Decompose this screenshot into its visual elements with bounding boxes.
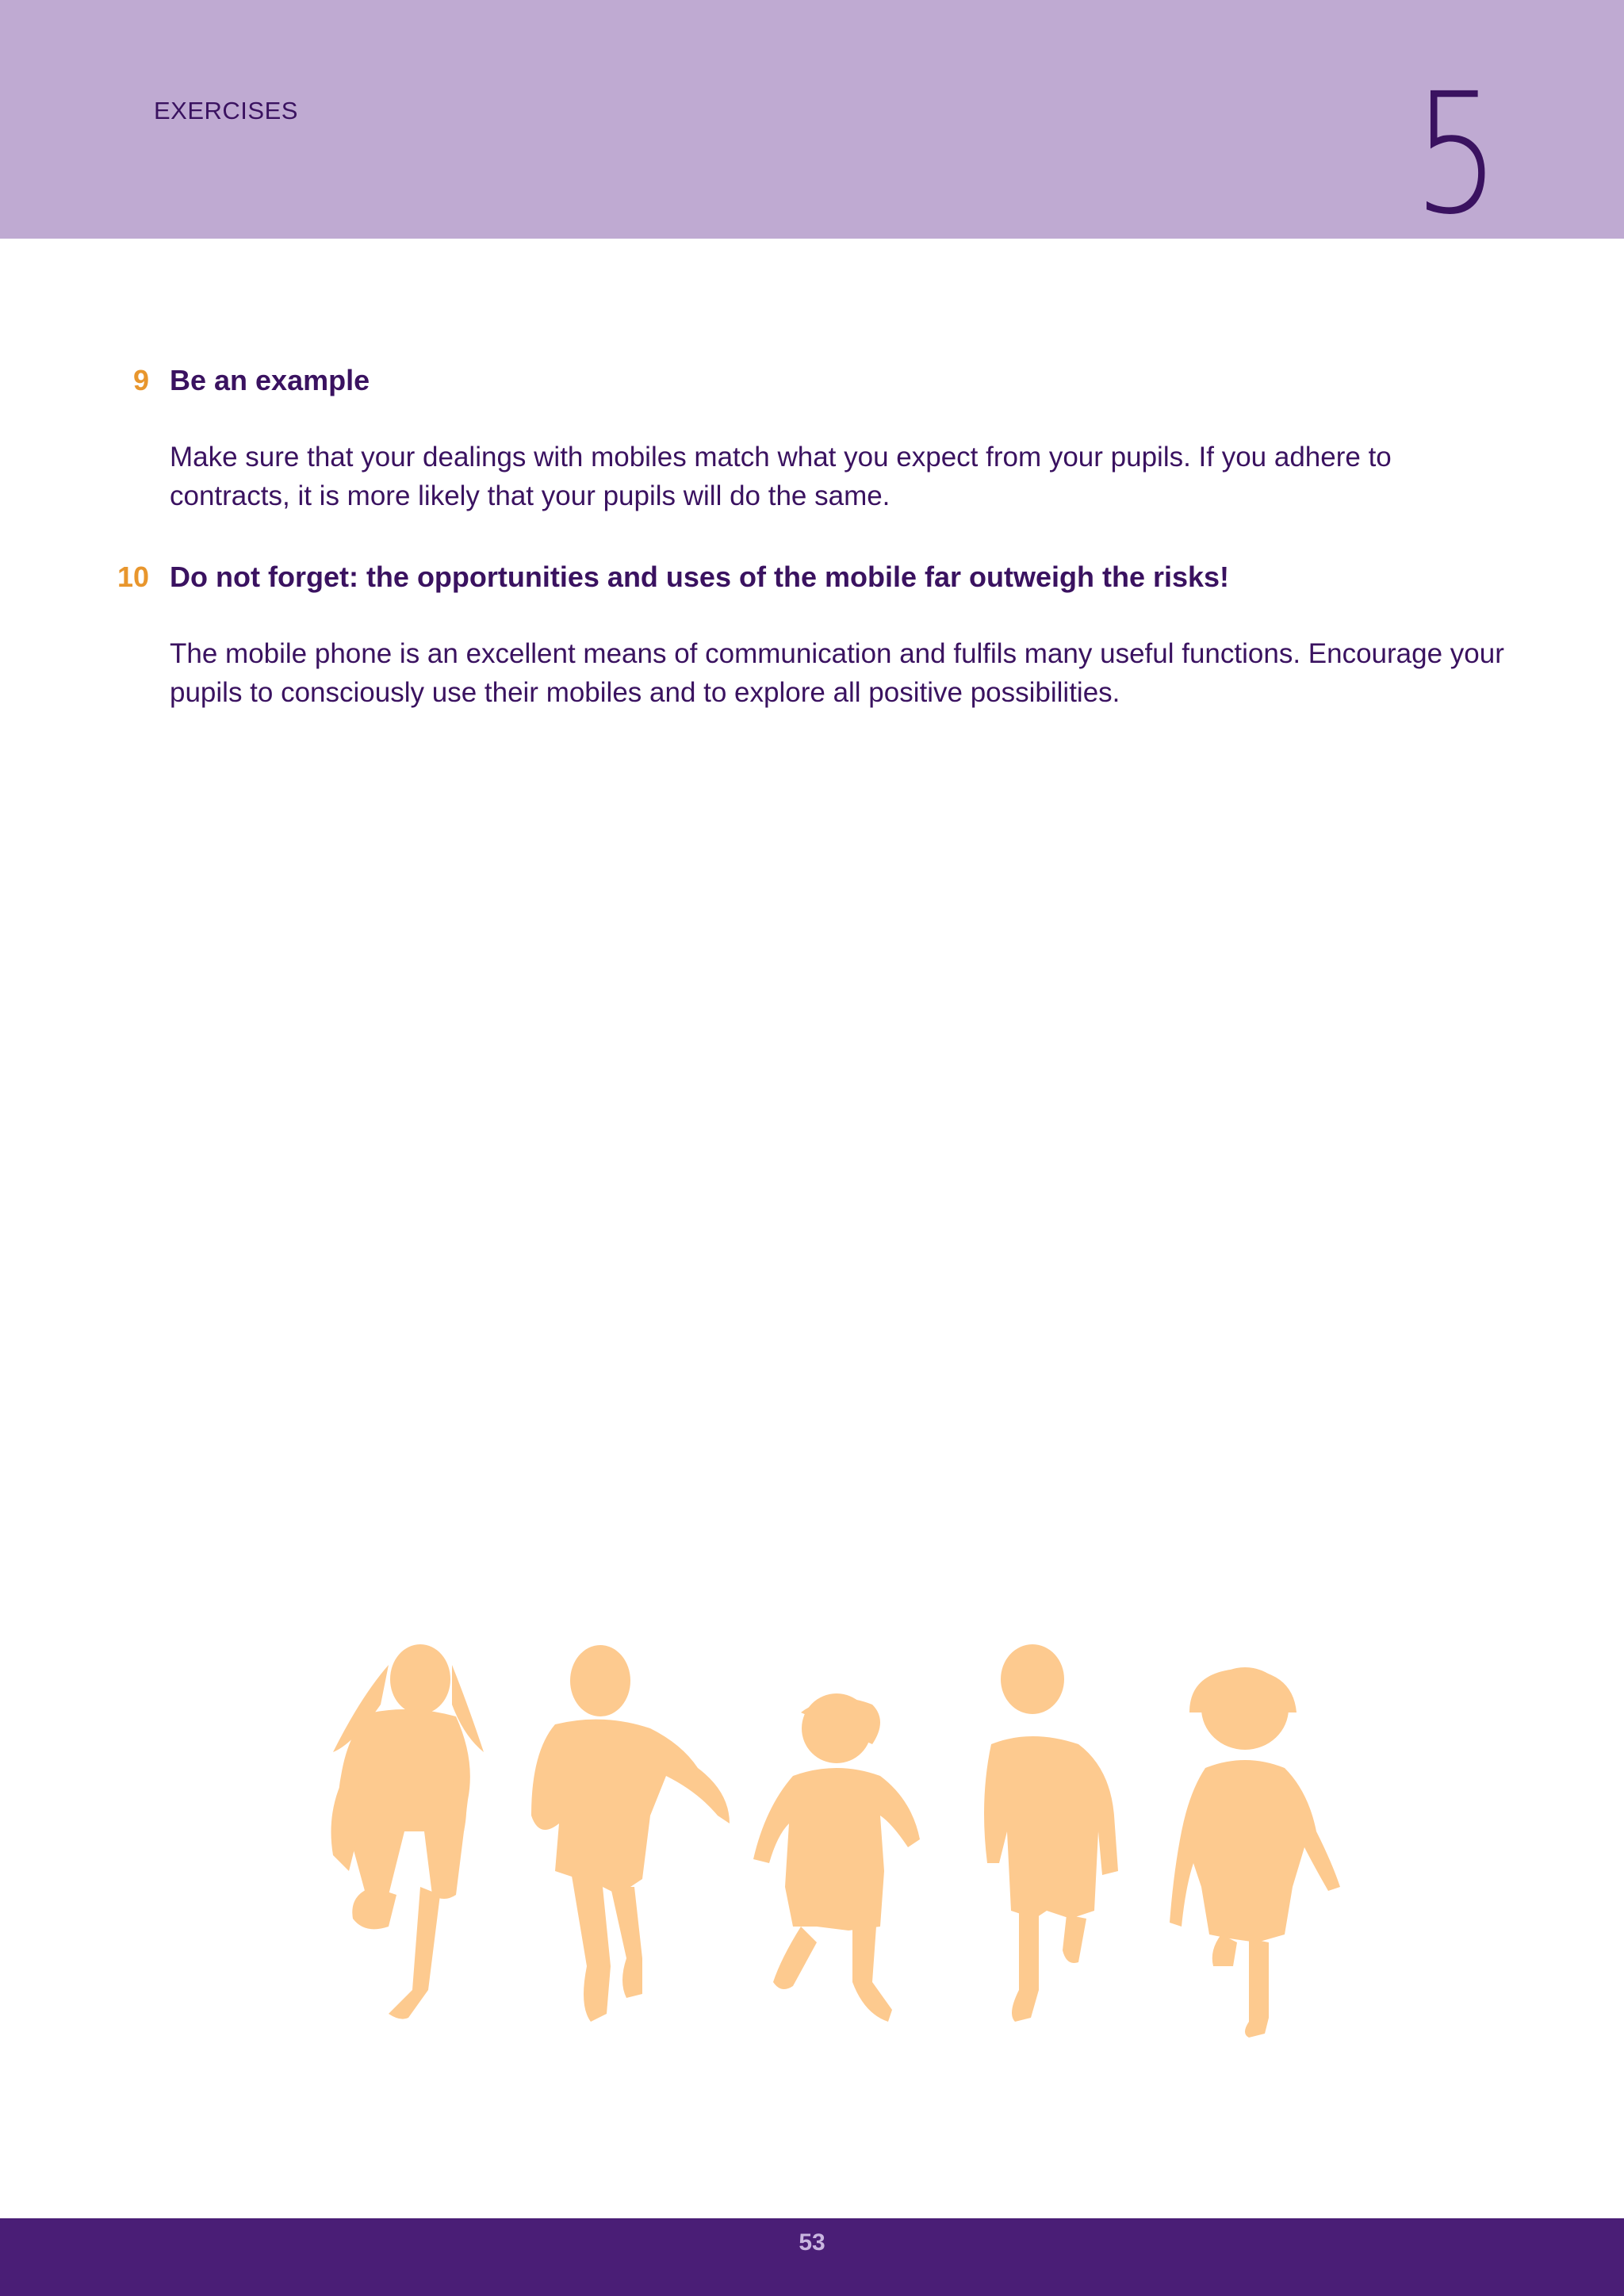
header-band xyxy=(0,0,1624,251)
item-title: Do not forget: the opportunities and uses of the mobile far outweigh the risks! xyxy=(170,561,1230,593)
child-silhouette-icon xyxy=(1170,1667,1340,2038)
item-number: 9 xyxy=(132,364,149,396)
chapter-number: 5 xyxy=(1413,57,1500,251)
section-label: EXERCISES xyxy=(154,97,298,124)
child-silhouette-icon xyxy=(753,1693,920,2022)
child-silhouette-icon xyxy=(331,1644,485,2019)
item-number: 10 xyxy=(117,561,149,593)
item-body: Make sure that your dealings with mobiles match what you expect from your pupils. If you adhere to contracts, it is more likely that your pupils will do the same. xyxy=(170,442,1392,511)
item-body: The mobile phone is an excellent means of communication and fulfils many useful functions. Encourage your pupils to consciously use their mobiles and to explore all positive possibilities. xyxy=(170,638,1504,708)
item-title: Be an example xyxy=(170,364,370,396)
page-number: 53 xyxy=(799,2229,825,2256)
running-children-illustration xyxy=(0,1633,1624,2045)
child-silhouette-icon xyxy=(984,1644,1118,2022)
child-silhouette-icon xyxy=(531,1645,730,2022)
footer-band xyxy=(0,2218,1624,2296)
